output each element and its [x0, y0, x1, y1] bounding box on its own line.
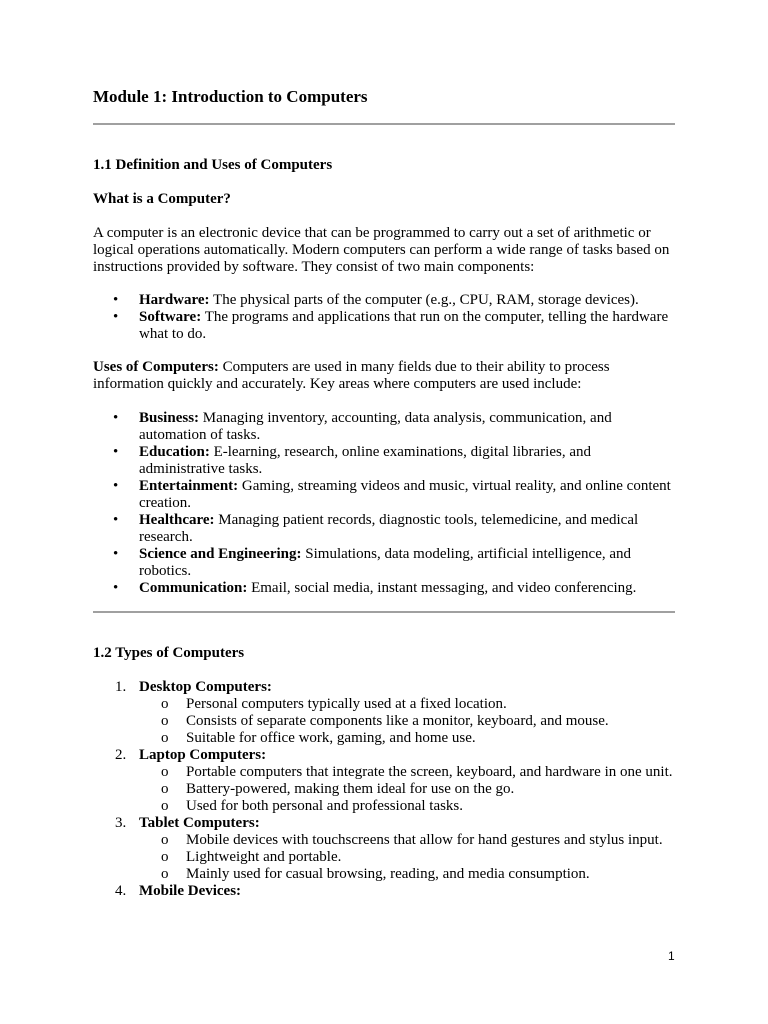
sub-bullet-icon: o [161, 713, 169, 729]
sub-list-text: Portable computers that integrate the screen, keyboard, and hardware in one unit. [186, 764, 673, 780]
sub-bullet-icon: o [161, 696, 169, 712]
uses-text: Computers are used in many fields due to their ability to process information quickly and accurately. Key areas where computers are used include: [93, 359, 610, 392]
list-item-text: The programs and applications that run on the computer, telling the hardware what to do. [139, 309, 669, 342]
list-number: 2. [115, 747, 127, 763]
uses-term: Uses of Computers: [93, 359, 219, 375]
list-item-term: Communication: [139, 580, 248, 596]
list-item [93, 747, 675, 815]
list-item-text: Managing patient records, diagnostic tools, telemedicine, and medical research. [139, 512, 639, 545]
list-item [93, 410, 675, 444]
list-item-term: Healthcare: [139, 512, 215, 528]
list-item [93, 883, 675, 900]
sub-list-text: Mobile devices with touchscreens that allow for hand gestures and stylus input. [186, 832, 663, 848]
type-name: Desktop Computers: [139, 679, 272, 695]
list-item [93, 815, 675, 883]
sub-list-item [139, 866, 675, 883]
horizontal-rule [93, 123, 675, 125]
list-item-text: Email, social media, instant messaging, and video conferencing. [247, 580, 637, 596]
page-title: Module 1: Introduction to Computers [93, 87, 368, 106]
list-number: 1. [115, 679, 127, 695]
list-item [93, 444, 675, 478]
type-name: Laptop Computers: [139, 747, 267, 763]
sub-list-item [139, 696, 675, 713]
sub-list-text: Used for both personal and professional tasks. [186, 798, 464, 814]
list-item-text: The physical parts of the computer (e.g., CPU, RAM, storage devices). [209, 292, 639, 308]
list-item [93, 512, 675, 546]
list-item-text: E-learning, research, online examinations, digital libraries, and administrative tasks. [139, 444, 591, 477]
list-item-term: Software: [139, 309, 202, 325]
type-name: Tablet Computers: [139, 815, 260, 831]
bullet-icon: • [113, 580, 119, 596]
sub-bullet-icon: o [161, 781, 169, 797]
sub-list-text: Consists of separate components like a monitor, keyboard, and mouse. [186, 713, 609, 729]
sub-list-text: Mainly used for casual browsing, reading, and media consumption. [186, 866, 590, 882]
bullet-icon: • [113, 292, 119, 308]
type-name: Mobile Devices: [139, 883, 242, 899]
sub-bullet-icon: o [161, 798, 169, 814]
list-item [93, 309, 675, 343]
sub-list-item [139, 781, 675, 798]
bullet-icon: • [113, 546, 119, 562]
list-number: 3. [115, 815, 127, 831]
sub-list-item [139, 832, 675, 849]
horizontal-rule [93, 611, 675, 613]
sub-list-item [139, 730, 675, 747]
list-item-term: Entertainment: [139, 478, 239, 494]
list-item-text: Simulations, data modeling, artificial intelligence, and robotics. [139, 546, 632, 579]
sub-list [139, 764, 675, 815]
sub-bullet-icon: o [161, 849, 169, 865]
sub-bullet-icon: o [161, 832, 169, 848]
uses-paragraph [93, 359, 675, 393]
sub-list [139, 832, 675, 883]
sub-list-item [139, 849, 675, 866]
intro-paragraph: A computer is an electronic device that can be programmed to carry out a set of arithmetic or logical operations automatically. Modern computers can perform a wide range of tasks based on instructions provided by software. They consist of two main components: [93, 225, 670, 275]
section-heading-1-2: 1.2 Types of Computers [93, 645, 245, 661]
bullet-icon: • [113, 309, 119, 325]
components-list [93, 292, 675, 343]
list-item-term: Education: [139, 444, 210, 460]
list-item-term: Business: [139, 410, 200, 426]
bullet-icon: • [113, 410, 119, 426]
list-item [93, 580, 675, 597]
sub-list-item [139, 764, 675, 781]
list-item [93, 292, 675, 309]
uses-list [93, 410, 675, 597]
list-item-term: Science and Engineering: [139, 546, 302, 562]
sub-bullet-icon: o [161, 764, 169, 780]
bullet-icon: • [113, 512, 119, 528]
bullet-icon: • [113, 444, 119, 460]
sub-list [139, 696, 675, 747]
sub-list-text: Battery-powered, making them ideal for use on the go. [186, 781, 515, 797]
list-item-text: Managing inventory, accounting, data analysis, communication, and automation of tasks. [139, 410, 612, 443]
sub-list-item [139, 798, 675, 815]
subheading-what-is-computer: What is a Computer? [93, 191, 231, 207]
computer-types-list [93, 679, 675, 900]
list-item [93, 679, 675, 747]
list-item-term: Hardware: [139, 292, 210, 308]
sub-bullet-icon: o [161, 730, 169, 746]
sub-list-item [139, 713, 675, 730]
sub-bullet-icon: o [161, 866, 169, 882]
section-heading-1-1: 1.1 Definition and Uses of Computers [93, 157, 333, 173]
page-number: 1 [668, 949, 675, 963]
list-item [93, 546, 675, 580]
bullet-icon: • [113, 478, 119, 494]
list-item-text: Gaming, streaming videos and music, virtual reality, and online content creation. [139, 478, 671, 511]
sub-list-text: Lightweight and portable. [186, 849, 342, 865]
sub-list-text: Personal computers typically used at a fixed location. [186, 696, 507, 712]
list-item [93, 478, 675, 512]
list-number: 4. [115, 883, 127, 899]
sub-list-text: Suitable for office work, gaming, and home use. [186, 730, 476, 746]
